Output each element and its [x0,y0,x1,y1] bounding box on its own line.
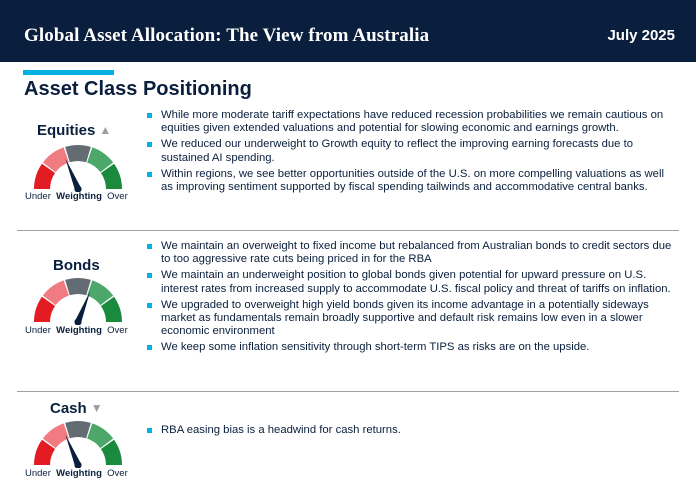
triangle-down-icon: ▼ [90,401,103,415]
weighting-scale [25,325,128,336]
bullet-list [145,109,675,197]
bullet-item: RBA easing bias is a headwind for cash returns. [145,424,675,437]
weighting-gauge [31,275,125,325]
asset-panel-cash [17,392,679,488]
asset-label-cash [50,400,103,417]
asset-name: Equities [37,122,96,139]
bullet-list [145,424,675,440]
report-header [0,0,696,62]
weighting-gauge [31,142,125,192]
gauge-needle [75,291,90,323]
section-title: Asset Class Positioning [24,78,252,100]
weighting-scale [25,468,128,479]
weighting-gauge [31,418,125,468]
accent-bar [23,70,114,75]
scale-under: Under [25,468,51,479]
scale-under: Under [25,325,51,336]
bullet-item: We maintain an underweight position to global bonds given potential for upward pressure on U.S. interest rates from increased supply to accommodate U.S. fiscal policy and threat of tariffs on inflation. [145,269,675,295]
asset-name: Cash [50,400,87,417]
bullet-item: Within regions, we see better opportunities outside of the U.S. on more compelling valuations as well as improving sentiment supported by fiscal spending tailwinds and accommodative central banks. [145,168,675,194]
gauge-segment [65,278,91,295]
scale-over: Over [107,468,128,479]
gauge-segment [65,421,91,438]
triangle-up-icon: ▲ [99,123,112,137]
asset-name: Bonds [53,257,100,274]
bullet-item: We maintain an overweight to fixed income but rebalanced from Australian bonds to credit sectors due to too aggressive rate cuts being priced in for the RBA [145,240,675,266]
asset-label-equities [37,122,111,139]
report-title: Global Asset Allocation: The View from Australia [24,25,430,46]
weighting-scale [25,191,128,202]
bullet-item: While more moderate tariff expectations have reduced recession probabilities we remain cautious on equities given extended valuations and potential for slowing economic and earnings growth. [145,109,675,135]
gauge-segment [65,145,91,162]
scale-under: Under [25,191,51,202]
asset-panel-bonds [17,231,679,392]
bullet-item: We upgraded to overweight high yield bonds given its income advantage in a potentially sideways market as fundamentals remain broadly supportive and default risk remains low even in a slower economic environment [145,299,675,339]
bullet-item: We keep some inflation sensitivity through short-term TIPS as risks are on the upside. [145,341,675,354]
bullet-item: We reduced our underweight to Growth equity to reflect the improving earning forecasts due to sustained AI spending. [145,138,675,164]
scale-weighting: Weighting [56,468,102,479]
asset-panel-equities [17,102,679,230]
scale-weighting: Weighting [56,325,102,336]
scale-over: Over [107,191,128,202]
scale-weighting: Weighting [56,191,102,202]
scale-over: Over [107,325,128,336]
asset-label-bonds [53,257,100,274]
bullet-list [145,240,675,358]
report-date: July 2025 [607,27,675,44]
